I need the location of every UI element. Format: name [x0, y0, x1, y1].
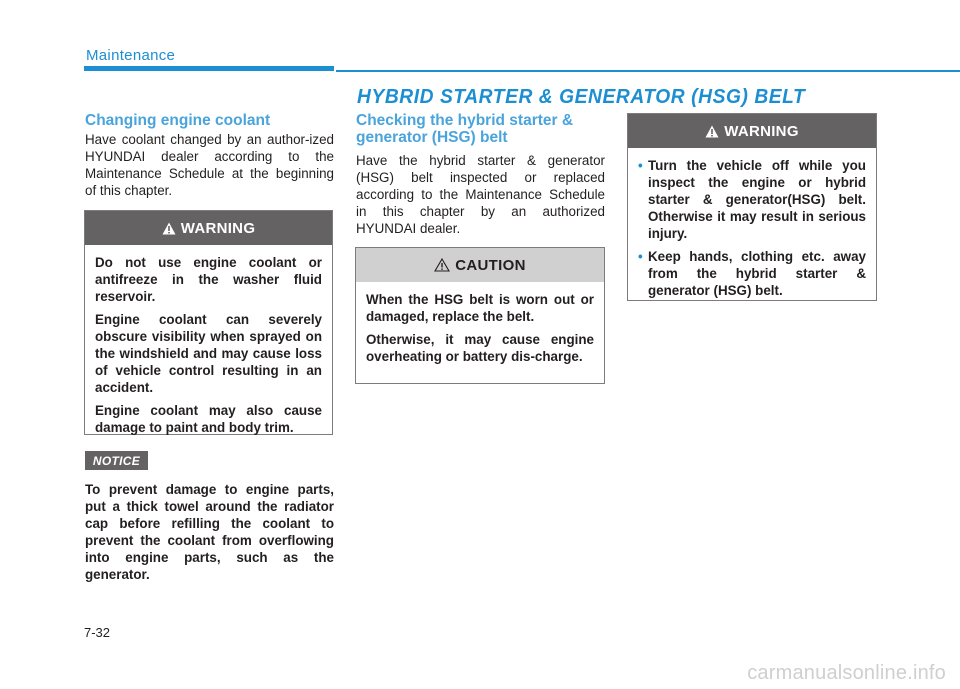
caution-label: CAUTION — [455, 256, 526, 274]
header-rule-thick — [84, 66, 334, 71]
caution-triangle-icon — [434, 258, 450, 272]
coolant-heading: Changing engine coolant — [85, 112, 271, 129]
list-item — [638, 157, 866, 242]
hsg-check-body: Have the hybrid starter & generator (HSG) belt inspected or replaced according to the Maintenance Schedule in this chapter by an authorized HYUNDAI dealer. — [356, 153, 605, 236]
caution-paragraph: Otherwise, it may cause engine overheating or battery dis-charge. — [366, 332, 594, 364]
hsg-warning-box — [627, 113, 877, 301]
bullet-icon: • — [638, 249, 643, 264]
section-label: Maintenance — [86, 47, 176, 64]
warning-body — [85, 245, 332, 436]
notice-badge: NOTICE — [85, 451, 148, 470]
warning-label: WARNING — [180, 219, 256, 237]
page-number: 7-32 — [84, 625, 111, 640]
warning-paragraph: Engine coolant can severely obscure visibility when sprayed on the windshield and may cause loss of vehicle control resulting in an accident. — [95, 312, 322, 395]
warning-triangle-icon — [162, 222, 176, 235]
hsg-caution-box — [355, 247, 605, 384]
caution-body — [356, 282, 604, 365]
warning-paragraph: Engine coolant may also cause damage to paint and body trim. — [95, 403, 322, 435]
warning-header — [628, 114, 876, 148]
warning-list — [638, 157, 866, 299]
warning-triangle-icon — [705, 125, 719, 138]
caution-header — [356, 248, 604, 282]
caution-paragraph: When the HSG belt is worn out or damaged, replace the belt. — [366, 292, 594, 324]
coolant-warning-box — [84, 210, 333, 435]
coolant-body: Have coolant changed by an author-ized HYUNDAI dealer according to the Maintenance Schedule at the beginning of this chapter. — [85, 132, 334, 198]
hsg-check-heading: Checking the hybrid starter & generator (HSG) belt — [356, 112, 574, 146]
watermark: carmanualsonline.info — [747, 662, 946, 684]
list-item-text: Turn the vehicle off while you inspect the engine or hybrid starter & generator(HSG) belt. Otherwise it may result in serious injury. — [648, 158, 866, 241]
header-rule-thin — [336, 70, 960, 72]
bullet-icon: • — [638, 158, 643, 173]
warning-body — [628, 148, 876, 299]
page-title: HYBRID STARTER & GENERATOR (HSG) BELT — [357, 86, 806, 108]
warning-paragraph: Do not use engine coolant or antifreeze in the washer fluid reservoir. — [95, 255, 322, 304]
list-item — [638, 248, 866, 299]
warning-label: WARNING — [724, 122, 799, 140]
notice-text: To prevent damage to engine parts, put a thick towel around the radiator cap before refilling the coolant to prevent the coolant from overflowing into engine parts, such as the generator. — [85, 482, 334, 582]
warning-header — [85, 211, 332, 245]
list-item-text: Keep hands, clothing etc. away from the hybrid starter & generator (HSG) belt. — [648, 249, 866, 298]
